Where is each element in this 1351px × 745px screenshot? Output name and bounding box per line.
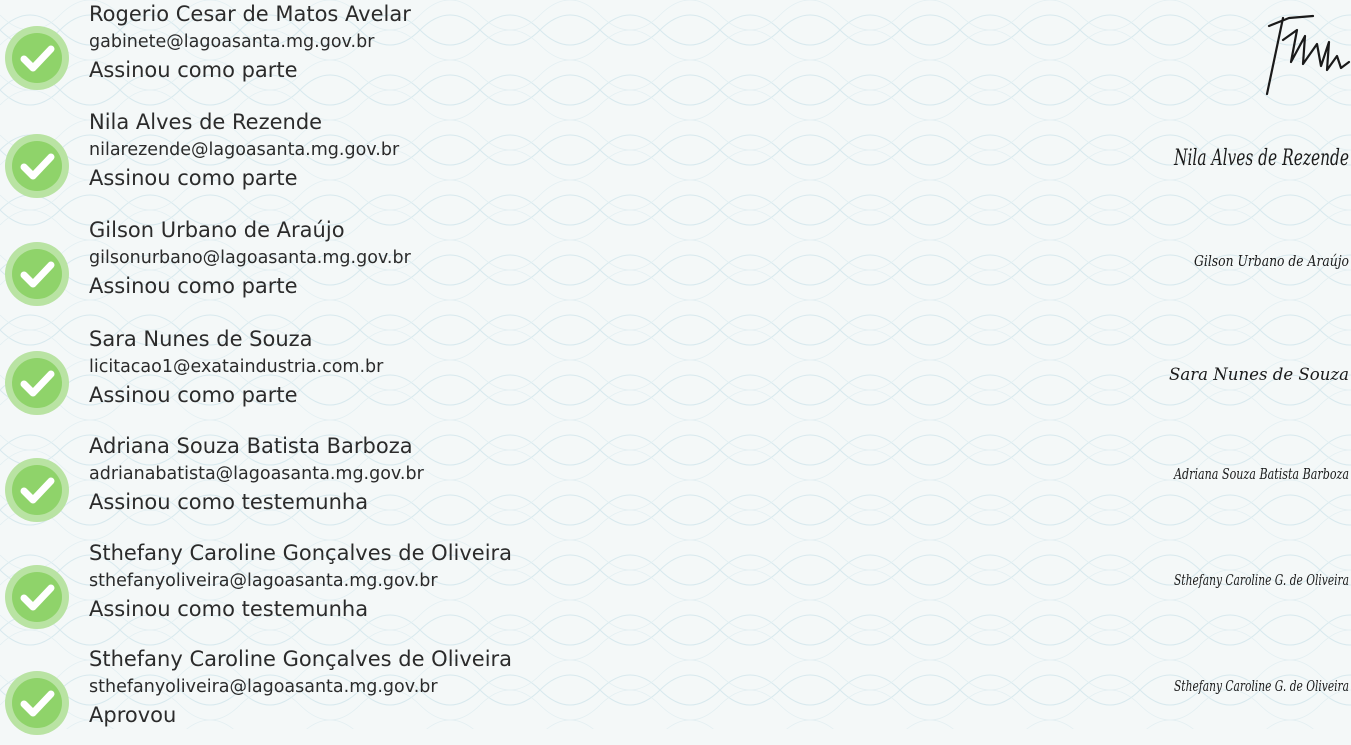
signer-role: Assinou como parte bbox=[89, 58, 298, 82]
signer-role: Assinou como parte bbox=[89, 166, 298, 190]
handwritten-signature bbox=[1021, 216, 1351, 316]
signer-name: Nila Alves de Rezende bbox=[89, 110, 323, 134]
signer-info bbox=[89, 539, 989, 624]
handwritten-signature bbox=[1021, 0, 1351, 100]
signer-name: Sthefany Caroline Gonçalves de Oliveira bbox=[89, 647, 513, 671]
handwritten-signature bbox=[1021, 539, 1351, 639]
check-circle-icon bbox=[2, 455, 72, 525]
signer-info bbox=[89, 0, 989, 85]
signer-role: Assinou como parte bbox=[89, 383, 298, 407]
signer-name: Adriana Souza Batista Barboza bbox=[89, 434, 413, 458]
signer-row bbox=[0, 645, 1351, 745]
signer-email: sthefanyoliveira@lagoasanta.mg.gov.br bbox=[89, 571, 438, 591]
check-circle-icon bbox=[2, 239, 72, 309]
signer-info bbox=[89, 216, 989, 301]
svg-text:Sthefany Caroline G. de Olivei: Sthefany Caroline G. de Oliveira bbox=[1174, 571, 1349, 589]
signer-email: sthefanyoliveira@lagoasanta.mg.gov.br bbox=[89, 677, 438, 697]
signer-role: Assinou como testemunha bbox=[89, 490, 369, 514]
signer-info bbox=[89, 645, 989, 730]
signer-role: Assinou como testemunha bbox=[89, 597, 369, 621]
signer-email: adrianabatista@lagoasanta.mg.gov.br bbox=[89, 464, 424, 484]
signer-role: Assinou como parte bbox=[89, 274, 298, 298]
signer-row bbox=[0, 0, 1351, 100]
signer-row bbox=[0, 216, 1351, 316]
svg-text:Nila Alves de Rezende: Nila Alves de Rezende bbox=[1173, 146, 1349, 171]
signer-row bbox=[0, 432, 1351, 532]
handwritten-signature bbox=[1021, 432, 1351, 532]
svg-text:Gilson Urbano de Araújo: Gilson Urbano de Araújo bbox=[1194, 252, 1349, 270]
signer-row bbox=[0, 325, 1351, 425]
check-circle-icon bbox=[2, 562, 72, 632]
check-circle-icon bbox=[2, 131, 72, 201]
signer-info bbox=[89, 432, 989, 517]
signer-name: Sthefany Caroline Gonçalves de Oliveira bbox=[89, 541, 513, 565]
signer-info bbox=[89, 108, 989, 193]
signer-row bbox=[0, 539, 1351, 639]
svg-text:Adriana Souza Batista Barboza: Adriana Souza Batista Barboza bbox=[1172, 465, 1349, 483]
signer-info bbox=[89, 325, 989, 410]
handwritten-signature bbox=[1021, 108, 1351, 208]
signer-name: Sara Nunes de Souza bbox=[89, 327, 313, 351]
check-circle-icon bbox=[2, 348, 72, 418]
signer-row bbox=[0, 108, 1351, 208]
signer-email: licitacao1@exataindustria.com.br bbox=[89, 357, 384, 377]
check-circle-icon bbox=[2, 668, 72, 738]
signer-email: gabinete@lagoasanta.mg.gov.br bbox=[89, 32, 375, 52]
handwritten-signature bbox=[1021, 645, 1351, 745]
signer-name: Gilson Urbano de Araújo bbox=[89, 218, 345, 242]
handwritten-signature bbox=[1021, 325, 1351, 425]
signer-email: gilsonurbano@lagoasanta.mg.gov.br bbox=[89, 248, 411, 268]
signer-email: nilarezende@lagoasanta.mg.gov.br bbox=[89, 140, 400, 160]
svg-text:Sara Nunes de Souza: Sara Nunes de Souza bbox=[1169, 365, 1349, 385]
signer-name: Rogerio Cesar de Matos Avelar bbox=[89, 2, 411, 26]
check-circle-icon bbox=[2, 23, 72, 93]
svg-text:Sthefany Caroline G. de Olivei: Sthefany Caroline G. de Oliveira bbox=[1174, 677, 1349, 695]
signer-role: Aprovou bbox=[89, 703, 177, 727]
